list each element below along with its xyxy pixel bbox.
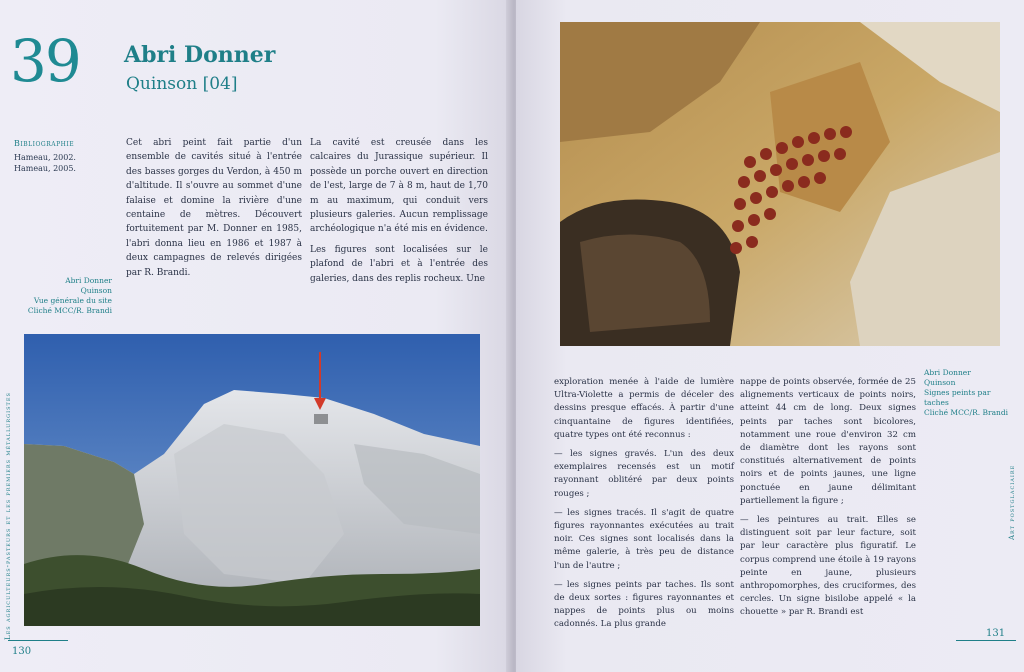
bibliography-ref: Hameau, 2002. bbox=[14, 153, 76, 162]
site-title: Abri Donner bbox=[124, 42, 276, 68]
paragraph: La cavité est creusée dans les calcaires du Jurassique supérieur. Il possède un porche ouvert en direction de l'est, large de 7 à 8 m, haut de 1,70 m au maximum, qui conduit vers plusieurs galeries. Aucun remplissage archéologique n'a été mis en évidence. bbox=[310, 138, 488, 235]
caption-line: Abri Donner bbox=[65, 276, 112, 285]
paragraph: exploration menée à l'aide de lumière Ultra-Violette a permis de déceler des dessins presque effacés. À partir d'une cinquantaine de figures identifiées, quatre types ont été reconnus : bbox=[554, 377, 734, 440]
body-column-2 bbox=[310, 136, 488, 292]
site-location: Quinson [04] bbox=[126, 74, 238, 94]
running-head-right: Art postglaciaire bbox=[1008, 464, 1016, 540]
photo-caption-right bbox=[924, 368, 1014, 418]
photo-caption-left bbox=[20, 276, 112, 316]
body-column-1 bbox=[126, 136, 302, 286]
page-number-left: 130 bbox=[12, 646, 32, 657]
paragraph: nappe de points observée, formée de 25 alignements verticaux de points noirs, atteint 44 cm de long. Deux signes peints par taches sont bicolores, notamment une roue d'environ 32 cm de diamètre dont les rayons sont constitués alternativement de points noirs et de points jaunes, une ligne ponctuée en jaune délimitant partiellement la figure ; bbox=[740, 377, 916, 506]
divider bbox=[956, 640, 1016, 641]
caption-line: Cliché MCC/R. Brandi bbox=[924, 408, 1009, 417]
right-page bbox=[516, 0, 1024, 672]
body-column-4 bbox=[740, 376, 916, 626]
bibliography bbox=[14, 138, 114, 174]
cliff-photo bbox=[24, 334, 480, 626]
caption-line: Vue générale du site bbox=[33, 296, 112, 305]
paragraph: Les figures sont localisées sur le plafond de l'abri et à l'entrée des galeries, dans des replis rocheux. Une bbox=[310, 244, 488, 284]
paragraph: — les signes gravés. L'un des deux exemplaires recensés est un motif rayonnant oblitéré par deux points rouges ; bbox=[554, 449, 734, 499]
caption-line: Abri Donner bbox=[924, 368, 971, 377]
entry-number: 39 bbox=[10, 27, 80, 95]
paragraph: — les peintures au trait. Elles se distinguent soit par leur facture, soit par leur caractère plus figuratif. Le corpus comprend une étoile à 19 rayons peinte en jaune, plusieurs anthropomorphes, des cruciformes, des cercles. Un signe bisilobe appelé « la chouette » par R. Brandi est bbox=[740, 515, 916, 618]
body-column-3 bbox=[554, 376, 734, 638]
cave-painting-photo bbox=[560, 22, 1000, 346]
paragraph: — les signes tracés. Il s'agit de quatre figures rayonnantes exécutées au trait noir. Ces signes sont localisés dans la même galerie, à très peu de distance l'un de l'autre ; bbox=[554, 507, 734, 571]
caption-line: Cliché MCC/R. Brandi bbox=[27, 306, 112, 315]
bibliography-ref: Hameau, 2005. bbox=[14, 164, 76, 173]
divider bbox=[8, 640, 68, 641]
caption-line: Quinson bbox=[924, 378, 956, 387]
paragraph: Cet abri peint fait partie d'un ensemble de cavités situé à l'entrée des basses gorges du Verdon, à 450 m d'altitude. Il s'ouvre au sommet d'une falaise et domine la rivière d'une centaine de mètres. Découvert fortuitement par M. Donner en 1985, l'abri donna lieu en 1986 et 1987 à deux campagnes de relevés dirigées par R. Brandi. bbox=[126, 138, 302, 278]
bibliography-heading: Bibliographie bbox=[14, 139, 75, 148]
page-number-right: 131 bbox=[986, 628, 1006, 639]
paragraph: — les signes peints par taches. Ils sont de deux sortes : figures rayonnantes et nappes de points plus ou moins cadonnés. La plus grande bbox=[554, 579, 734, 630]
caption-line: Signes peints par taches bbox=[924, 388, 991, 407]
caption-line: Quinson bbox=[80, 286, 112, 295]
running-head-left: Les agriculteurs-pasteurs et les premiers métallurgistes bbox=[4, 392, 12, 640]
